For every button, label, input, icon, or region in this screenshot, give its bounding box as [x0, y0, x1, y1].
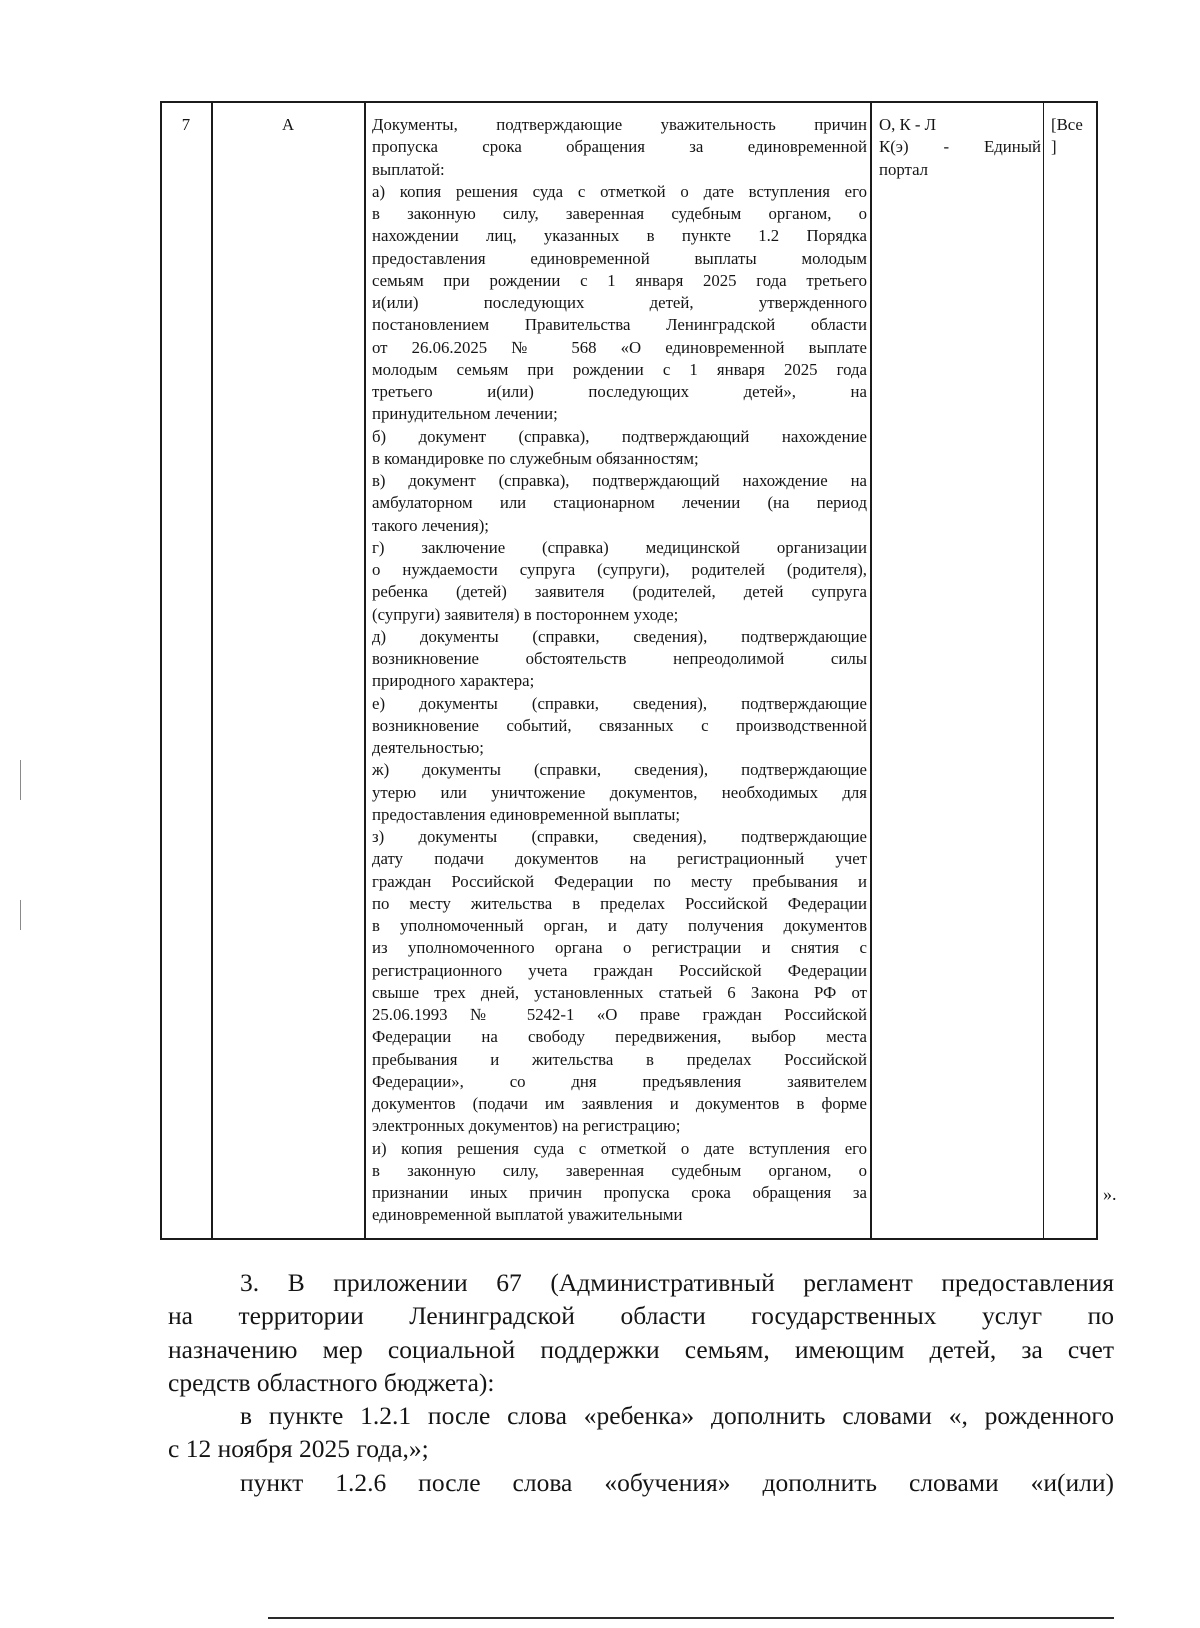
- document-text-line: природного характера;: [372, 671, 535, 691]
- document-text-line: и) копия решения суда с отметкой о дате вступления его: [372, 1138, 867, 1158]
- document-text-line: предоставления единовременной выплаты;: [372, 804, 681, 824]
- document-text-line: возникновение событий, связанных с производственной: [372, 715, 867, 735]
- table-border-right: [1096, 102, 1098, 1240]
- document-text-line: принудительном лечении;: [372, 404, 558, 424]
- document-text-line: (супруги) заявителя) в постороннем уходе;: [372, 604, 679, 624]
- document-text-line: о нуждаемости супруга (супруги), родителей (родителя),: [372, 560, 867, 579]
- document-text-line: амбулаторном или стационарном лечении (на период: [372, 493, 867, 513]
- document-text-line: пропуска срока обращения за единовременной: [372, 137, 867, 157]
- document-text-line: семьям при рождении с 1 января 2025 года третьего: [372, 270, 867, 290]
- document-text-line: е) документы (справки, сведения), подтверждающие: [372, 693, 867, 713]
- paragraph-line: в пункте 1.2.1 после слова «ребенка» дополнить словами «, рожденного: [240, 1401, 1114, 1430]
- document-text-line: молодым семьям при рождении с 1 января 2025 года: [372, 359, 867, 379]
- row-category: А: [281, 115, 295, 134]
- document-text-line: нахождении лиц, указанных в пункте 1.2 Порядка: [372, 226, 867, 246]
- paragraph-line: назначению мер социальной поддержки семьям, имеющим детей, за счет: [168, 1334, 1114, 1364]
- document-text-line: документов (подачи им заявления и документов в форме: [372, 1094, 867, 1113]
- document-text-line: Федерации», со дня предъявления заявителем: [372, 1071, 867, 1091]
- document-text-line: выплатой:: [372, 159, 445, 179]
- document-text-line: Федерации на свободу передвижения, выбор места: [372, 1027, 867, 1047]
- form-text-line: портал: [879, 159, 929, 179]
- document-text-line: в законную силу, заверенная судебным органом, о: [372, 204, 867, 223]
- recipients-text-line: ]: [1051, 137, 1057, 157]
- document-text-line: ж) документы (справки, сведения), подтверждающие: [372, 760, 867, 780]
- recipients-cell: [1051, 114, 1095, 159]
- document-text-line: д) документы (справки, сведения), подтверждающие: [372, 626, 867, 646]
- document-text-line: б) документ (справка), подтверждающий нахождение: [372, 426, 867, 446]
- item-point-1-2-1: [168, 1399, 1114, 1466]
- document-text-line: электронных документов) на регистрацию;: [372, 1116, 681, 1136]
- document-text-line: в) документ (справка), подтверждающий нахождение на: [372, 471, 867, 490]
- document-text-line: такого лечения);: [372, 515, 489, 535]
- paragraph-line: на территории Ленинградской области государственных услуг по: [168, 1301, 1114, 1331]
- table-border-left: [160, 102, 162, 1240]
- paragraph-line: пункт 1.2.6 после слова «обучения» дополнить словами «и(или): [240, 1468, 1114, 1497]
- documents-cell: [372, 114, 867, 1227]
- document-text-line: регистрационного учета граждан Российской Федерации: [372, 960, 867, 980]
- table-border-col3: [870, 102, 872, 1240]
- table-border-col4: [1043, 102, 1044, 1240]
- document-text-line: ребенка (детей) заявителя (родителей, детей супруга: [372, 582, 867, 602]
- scan-edge-mark: [20, 900, 21, 930]
- closing-quote: ».: [1103, 1184, 1117, 1204]
- document-text-line: единовременной выплатой уважительными: [372, 1205, 683, 1225]
- document-text-line: г) заключение (справка) медицинской организации: [372, 537, 867, 557]
- document-text-line: граждан Российской Федерации по месту пребывания и: [372, 871, 867, 891]
- table-top-border: [160, 101, 1098, 103]
- document-text-line: и(или) последующих детей, утвержденного: [372, 293, 867, 312]
- document-text-line: деятельностью;: [372, 738, 484, 757]
- document-text-line: в уполномоченный орган, и дату получения документов: [372, 916, 867, 935]
- document-text-line: в командировке по служебным обязанностям;: [372, 448, 699, 468]
- item-point-1-2-6: [168, 1466, 1114, 1499]
- table-border-col2: [364, 102, 366, 1240]
- document-text-line: из уполномоченного органа о регистрации и снятия с: [372, 938, 867, 958]
- document-text-line: третьего и(или) последующих детей», на: [372, 382, 867, 401]
- document-text-line: а) копия решения суда с отметкой о дате вступления его: [372, 181, 867, 201]
- document-text-line: в законную силу, заверенная судебным органом, о: [372, 1160, 867, 1180]
- document-text-line: 25.06.1993 № 5242-1 «О праве граждан Российской: [372, 1005, 867, 1024]
- document-text-line: предоставления единовременной выплаты молодым: [372, 248, 867, 268]
- document-text-line: от 26.06.2025 № 568 «О единовременной выплате: [372, 337, 867, 357]
- form-text-line: К(э) - Единый: [879, 137, 1041, 157]
- document-text-line: свыше трех дней, установленных статьей 6 Закона РФ от: [372, 982, 867, 1002]
- document-text-line: признании иных причин пропуска срока обращения за: [372, 1183, 867, 1202]
- document-text-line: возникновение обстоятельств непреодолимой силы: [372, 649, 867, 668]
- document-text-line: постановлением Правительства Ленинградской области: [372, 315, 867, 335]
- document-text-line: утерю или уничтожение документов, необходимых для: [372, 782, 867, 802]
- paragraph-line: средств областного бюджета):: [168, 1367, 495, 1397]
- document-text-line: дату подачи документов на регистрационный учет: [372, 849, 867, 869]
- table-bottom-border: [160, 1238, 1098, 1240]
- bottom-scan-rule: [268, 1617, 1114, 1619]
- paragraph-line: с 12 ноября 2025 года,»;: [168, 1434, 429, 1464]
- document-text-line: Документы, подтверждающие уважительность причин: [372, 115, 867, 134]
- document-text-line: по месту жительства в пределах Российской Федерации: [372, 893, 867, 913]
- document-text-line: з) документы (справки, сведения), подтверждающие: [372, 827, 867, 846]
- document-text-line: пребывания и жительства в пределах Российской: [372, 1049, 867, 1069]
- scan-edge-mark: [20, 760, 21, 800]
- recipients-text-line: [Все: [1051, 115, 1083, 134]
- table-border-col1: [211, 102, 213, 1240]
- submission-form-cell: [879, 114, 1041, 181]
- paragraph-3: [168, 1266, 1114, 1399]
- paragraph-line: 3. В приложении 67 (Административный регламент предоставления: [240, 1268, 1114, 1297]
- row-number: 7: [181, 115, 191, 134]
- form-text-line: О, К - Л: [879, 115, 937, 134]
